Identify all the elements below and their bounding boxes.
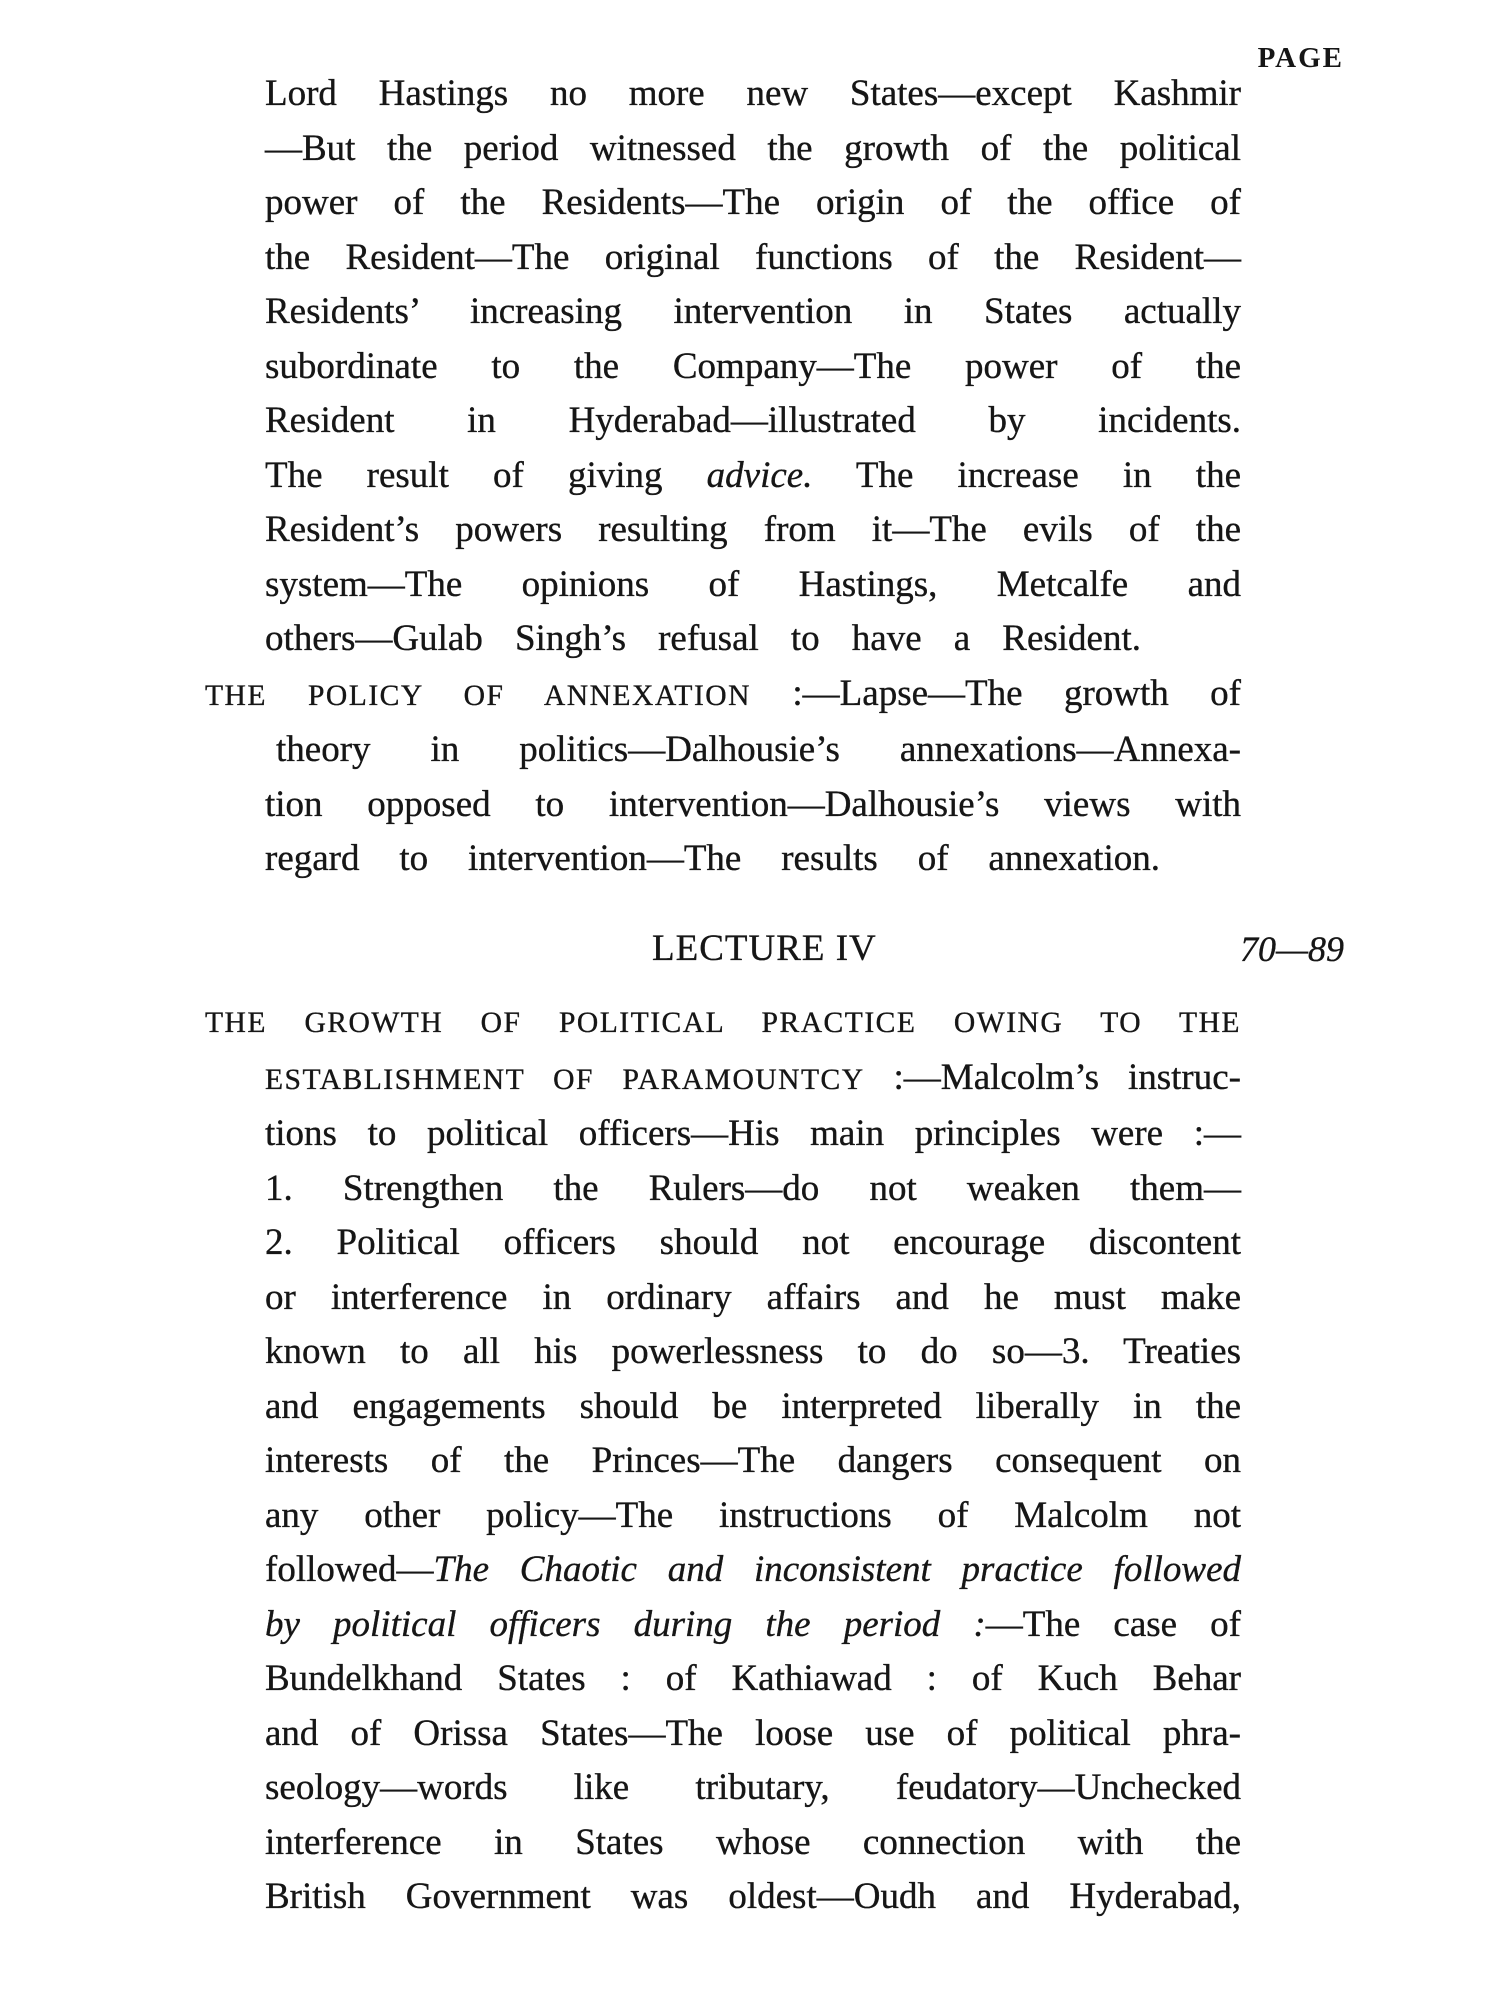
toc-section-line: [205, 667, 1241, 724]
lecture-iii-summary-continued: [205, 67, 1241, 887]
toc-line: tions to political officers—His main principles were :—: [265, 1113, 1241, 1154]
toc-text: —The case of: [985, 1603, 1241, 1645]
section-heading-establishment-of-paramountcy: ESTABLISHMENT OF PARAMOUNTCY: [265, 1063, 865, 1096]
toc-section-line: [265, 1051, 1241, 1108]
toc-line: [265, 449, 1241, 504]
toc-line: power of the Residents—The origin of the office of: [265, 182, 1241, 223]
toc-line: theory in politics—Dalhousie’s annexations—Annexa-: [276, 729, 1241, 770]
toc-line: interests of the Princes—The dangers consequent on: [265, 1440, 1241, 1481]
italic-subheading: The Chaotic and inconsistent practice followed: [433, 1549, 1241, 1590]
toc-line: any other policy—The instructions of Malcolm not: [265, 1494, 1241, 1536]
toc-line: tion opposed to intervention—Dalhousie’s views with: [265, 783, 1241, 825]
italic-term-advice: advice.: [706, 454, 813, 496]
toc-line: regard to intervention—The results of annexation.: [265, 838, 1160, 879]
toc-text: :—Malcolm’s instruc-: [864, 1056, 1241, 1098]
toc-line: Lord Hastings no more new States—except Kashmir: [265, 73, 1241, 114]
toc-line: British Government was oldest—Oudh and Hyderabad,: [265, 1876, 1241, 1917]
toc-line: and engagements should be interpreted liberally in the: [265, 1385, 1241, 1427]
toc-line: Resident’s powers resulting from it—The evils of the: [265, 509, 1241, 550]
toc-line: 1. Strengthen the Rulers—do not weaken them—: [265, 1167, 1241, 1209]
lecture-iv-summary: [205, 994, 1241, 1925]
toc-line: subordinate to the Company—The power of the: [265, 345, 1241, 387]
toc-line: interference in States whose connection with the: [265, 1821, 1241, 1863]
page-column-header: PAGE: [1257, 42, 1344, 74]
toc-text: The result of giving: [265, 454, 707, 496]
toc-section-line: [205, 994, 1241, 1051]
section-heading-growth-of-political-practice: THE GROWTH OF POLITICAL PRACTICE OWING TO THE: [205, 1007, 1241, 1039]
toc-line: Bundelkhand States : of Kathiawad : of Kuch Behar: [265, 1658, 1241, 1699]
toc-line: 2. Political officers should not encourage discontent: [265, 1222, 1241, 1263]
lecture-page-range: 70—89: [1239, 929, 1344, 969]
toc-line: Residents’ increasing intervention in States actually: [265, 291, 1241, 332]
toc-text: The increase in the: [812, 454, 1241, 496]
toc-line: or interference in ordinary affairs and he must make: [265, 1276, 1241, 1318]
toc-line: and of Orissa States—The loose use of political phra-: [265, 1712, 1241, 1754]
lecture-iv-heading: [0, 922, 1500, 977]
toc-line: the Resident—The original functions of the Resident—: [265, 236, 1241, 278]
toc-line: —But the period witnessed the growth of the political: [265, 127, 1241, 169]
toc-line: others—Gulab Singh’s refusal to have a Resident.: [265, 618, 1141, 659]
toc-line: known to all his powerlessness to do so—3. Treaties: [265, 1331, 1241, 1372]
toc-text: followed—: [265, 1549, 434, 1590]
toc-line: [265, 1598, 1241, 1653]
toc-text: :—Lapse—The growth of: [751, 672, 1241, 714]
toc-line: seology—words like tributary, feudatory—Unchecked: [265, 1767, 1241, 1808]
toc-line: Resident in Hyderabad—illustrated by incidents.: [265, 400, 1241, 441]
lecture-title: LECTURE IV: [652, 928, 877, 969]
toc-line: [265, 1543, 1241, 1598]
toc-line: system—The opinions of Hastings, Metcalfe and: [265, 563, 1241, 605]
section-heading-policy-of-annexation: THE POLICY OF ANNEXATION: [205, 679, 751, 712]
italic-subheading: by political officers during the period :: [265, 1603, 986, 1645]
